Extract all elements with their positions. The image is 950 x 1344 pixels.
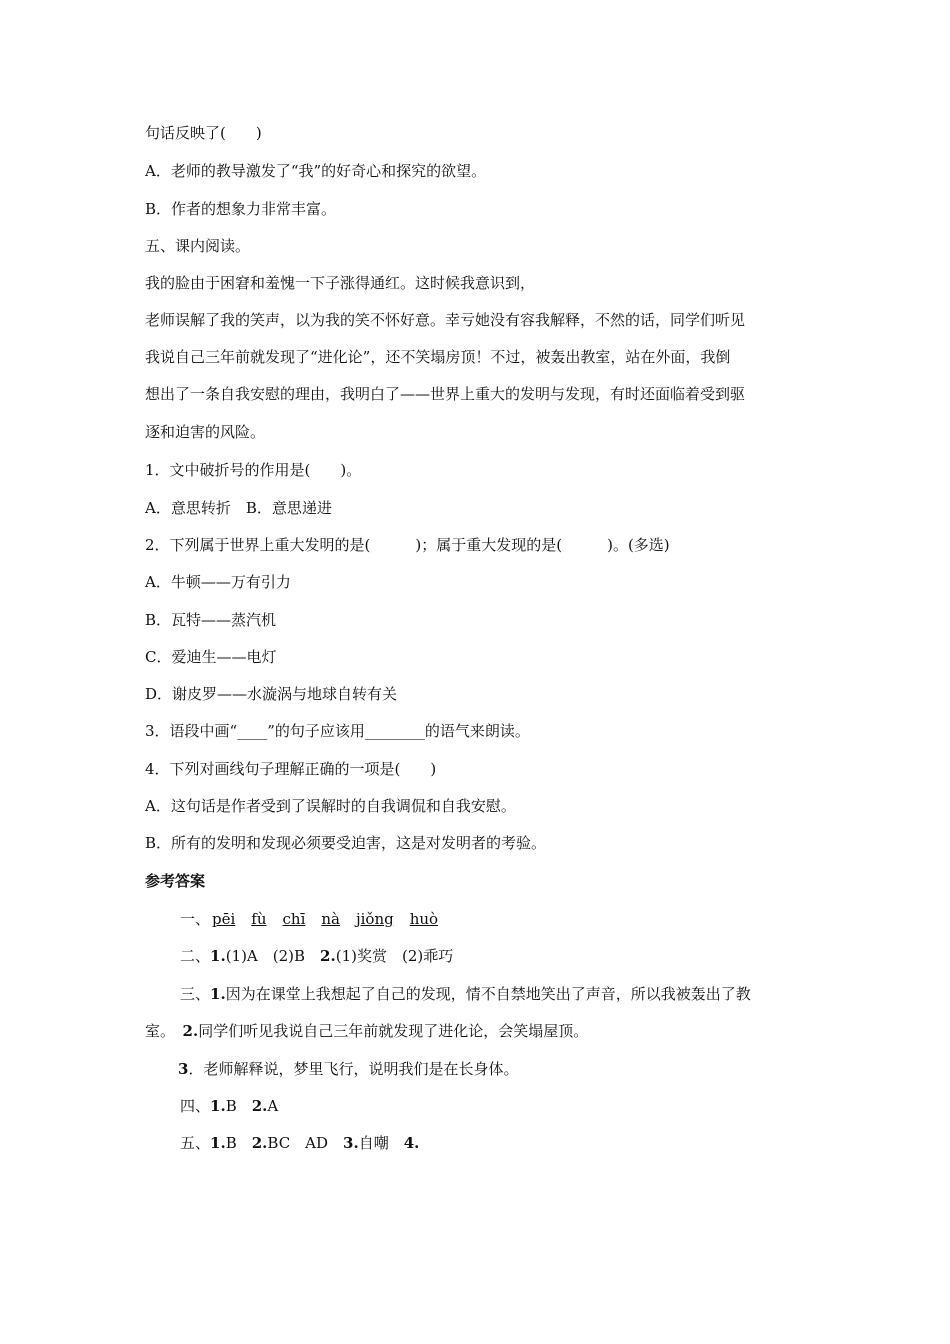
answer-text: B — [225, 1134, 252, 1152]
item-number: 2. — [251, 1134, 268, 1152]
item-number: 1. — [210, 947, 226, 965]
question-2-option-b: B．瓦特——蒸汽机 — [145, 611, 277, 629]
pinyin: chī — [282, 910, 306, 928]
passage-line: 老师误解了我的笑声，以为我的笑不怀好意。幸亏她没有容我解释，不然的话，同学们听见 — [145, 311, 746, 329]
answer-label: 三、 — [180, 985, 211, 1003]
passage-line: 我的脸由于困窘和羞愧一下子涨得通红。这时候我意识到， — [145, 274, 536, 292]
answer-text: 自嘲 — [358, 1134, 404, 1152]
answer-label: 五、 — [180, 1134, 211, 1152]
question-1: 1．文中破折号的作用是( )。 — [145, 461, 362, 479]
answer-text: (1)A (2)B — [225, 947, 321, 965]
answer-4 — [180, 1096, 278, 1116]
pinyin: nà — [321, 910, 340, 928]
question-2: 2．下列属于世界上重大发明的是( )；属于重大发现的是( )。(多选) — [145, 536, 670, 554]
option-a: A．老师的教导激发了“我”的好奇心和探究的欲望。 — [145, 162, 487, 180]
item-number: 2. — [182, 1022, 199, 1040]
item-number: 4. — [403, 1134, 420, 1152]
answer-2 — [180, 946, 453, 966]
answer-label: 二、 — [180, 947, 211, 965]
passage-line: 想出了一条自我安慰的理由，我明白了——世界上重大的发明与发现，有时还面临着受到驱 — [145, 385, 746, 403]
pinyin: pēi — [212, 910, 236, 928]
passage-line: 我说自己三年前就发现了“进化论”，还不笑塌房顶！不过，被轰出教室，站在外面，我倒 — [145, 348, 731, 366]
answer-text: BC AD — [267, 1134, 344, 1152]
answers-heading: 参考答案 — [145, 872, 206, 890]
item-number: 3. — [343, 1134, 359, 1152]
pinyin: jiǒng — [355, 910, 394, 928]
question-2-option-d: D．谢皮罗——水漩涡与地球自转有关 — [145, 685, 398, 703]
answer-label: 一、 — [180, 910, 211, 928]
answer-label: 四、 — [180, 1097, 211, 1115]
answer-text: ．老师解释说，梦里飞行，说明我们是在长身体。 — [188, 1060, 519, 1078]
pinyin: fù — [251, 910, 267, 928]
item-number: 1. — [210, 985, 226, 1003]
answer-text: A — [267, 1097, 279, 1115]
item-number: 3 — [178, 1060, 189, 1078]
passage-line: 逐和迫害的风险。 — [145, 423, 266, 441]
question-4-option-b: B．所有的发明和发现必须要受迫害，这是对发明者的考验。 — [145, 834, 547, 852]
question-2-option-a: A．牛顿——万有引力 — [145, 573, 291, 591]
question-4: 4．下列对画线句子理解正确的一项是( ) — [145, 760, 437, 778]
answer-text: 同学们听见我说自己三年前就发现了进化论，会笑塌屋顶。 — [198, 1022, 589, 1040]
question-3: 3．语段中画“____”的句子应该用________的语气来朗读。 — [145, 722, 530, 740]
item-number: 1. — [210, 1134, 226, 1152]
item-number: 2. — [251, 1097, 268, 1115]
question-line: 句话反映了( ) — [145, 124, 262, 142]
answer-text: (1)奖赏 (2)乖巧 — [335, 947, 454, 965]
answer-1 — [180, 909, 454, 929]
answer-3-line-3 — [178, 1059, 518, 1079]
question-4-option-a: A．这句话是作者受到了误解时的自我调侃和自我安慰。 — [145, 797, 516, 815]
answer-3-line-1 — [180, 984, 751, 1004]
answer-5 — [180, 1133, 419, 1153]
answer-text: 室。 — [145, 1022, 183, 1040]
answer-3-line-2 — [145, 1021, 588, 1041]
item-number: 1. — [210, 1097, 226, 1115]
answer-text: 因为在课堂上我想起了自己的发现，情不自禁地笑出了声音，所以我被轰出了教 — [225, 985, 751, 1003]
item-number: 2. — [320, 947, 336, 965]
question-1-options: A．意思转折 B．意思递进 — [145, 499, 332, 517]
pinyin: huò — [409, 910, 439, 928]
option-b: B．作者的想象力非常丰富。 — [145, 200, 337, 218]
question-2-option-c: C．爱迪生——电灯 — [145, 648, 277, 666]
section-heading: 五、课内阅读。 — [145, 237, 251, 255]
answer-text: B — [225, 1097, 252, 1115]
